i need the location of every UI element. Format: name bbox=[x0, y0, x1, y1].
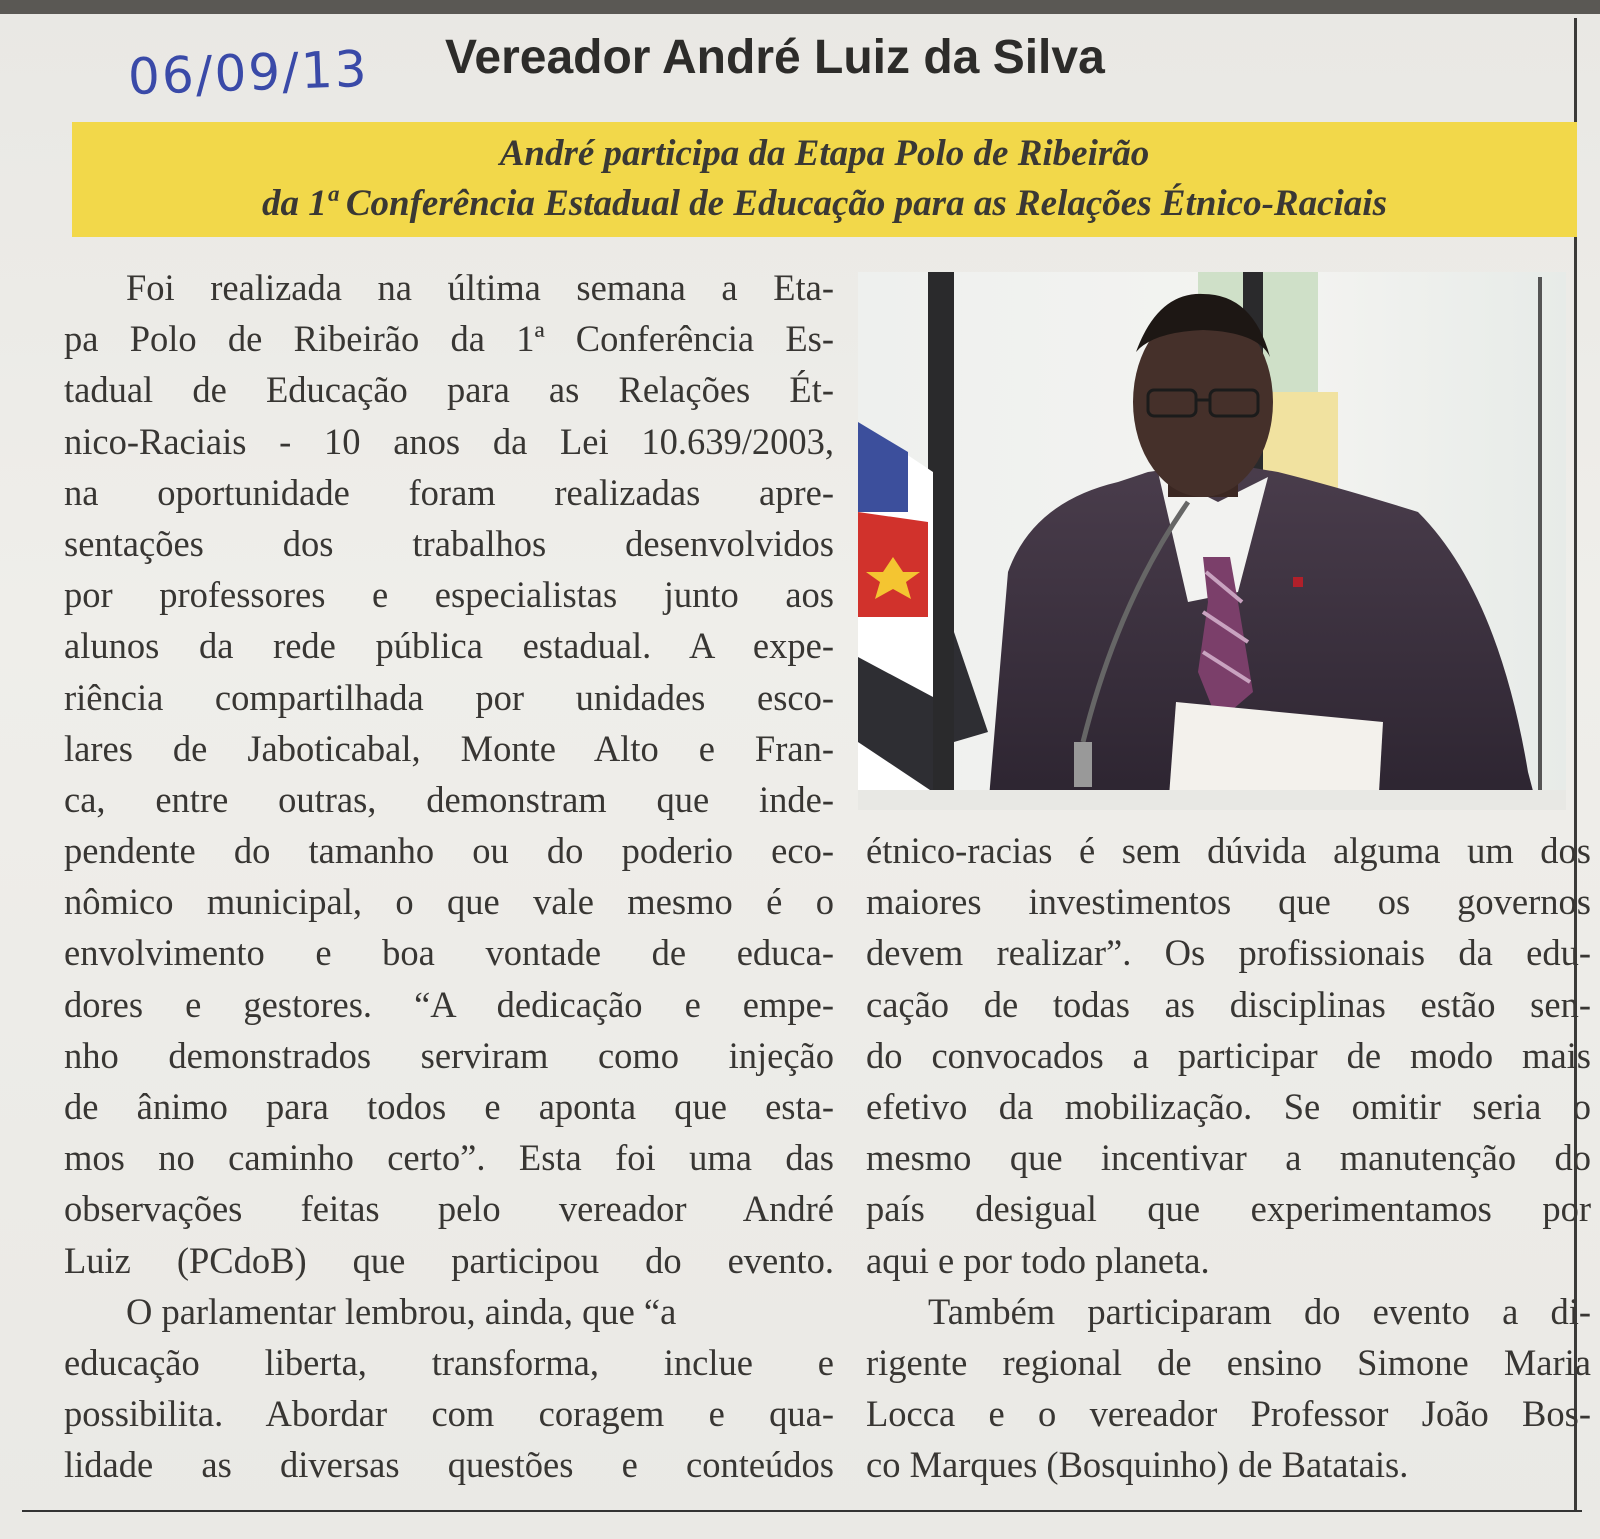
text-line: riência compartilhada por unidades esco- bbox=[64, 676, 834, 718]
text-line: dores e gestores. “A dedicação e empe- bbox=[64, 983, 834, 1025]
text-line: envolvimento e boa vontade de educa- bbox=[64, 932, 834, 974]
text-line: mesmo que incentivar a manutenção do bbox=[866, 1137, 1591, 1179]
text-line: O parlamentar lembrou, ainda, que “a bbox=[126, 1290, 677, 1332]
headline-banner bbox=[72, 122, 1577, 237]
text-line: observações feitas pelo vereador André bbox=[64, 1188, 834, 1230]
column-1-text bbox=[64, 262, 834, 1491]
text-line: nho demonstrados serviram como injeção bbox=[64, 1034, 834, 1076]
text-line: mos no caminho certo”. Esta foi uma das bbox=[64, 1137, 834, 1179]
text-line: Foi realizada na última semana a Eta- bbox=[126, 267, 834, 308]
text-line: nico-Raciais - 10 anos da Lei 10.639/2003, bbox=[64, 420, 834, 462]
text-line: efetivo da mobilização. Se omitir seria o bbox=[866, 1085, 1591, 1127]
text-line: de ânimo para todos e aponta que esta- bbox=[64, 1086, 834, 1127]
article-photo bbox=[858, 272, 1566, 810]
text-line: maiores investimentos que os governos bbox=[866, 881, 1591, 923]
text-line: lares de Jaboticabal, Monte Alto e Fran- bbox=[64, 727, 834, 769]
text-line: aqui e por todo planeta. bbox=[866, 1239, 1210, 1281]
text-line: étnico-racias é sem dúvida alguma um dos bbox=[866, 830, 1591, 871]
text-line: Luiz (PCdoB) que participou do evento. bbox=[64, 1239, 834, 1281]
text-line: país desigual que experimentamos por bbox=[866, 1188, 1591, 1230]
text-line: nômico municipal, o que vale mesmo é o bbox=[64, 881, 834, 923]
text-line: possibilita. Abordar com coragem e qua- bbox=[64, 1393, 834, 1435]
text-line: alunos da rede pública estadual. A expe- bbox=[64, 625, 834, 667]
text-line: ca, entre outras, demonstram que inde- bbox=[64, 778, 834, 820]
photo-man-at-podium-icon bbox=[858, 272, 1566, 810]
text-line: cação de todas as disciplinas estão sen- bbox=[866, 983, 1591, 1025]
headline-line-2: da 1ª Conferência Estadual de Educação para as Relações Étnico-Raciais bbox=[262, 183, 1387, 224]
handwritten-date: 06/09/13 bbox=[127, 39, 370, 107]
text-line: rigente regional de ensino Simone Maria bbox=[866, 1341, 1591, 1383]
text-line: sentações dos trabalhos desenvolvidos bbox=[64, 522, 834, 564]
text-line: tadual de Educação para as Relações Ét- bbox=[64, 369, 834, 411]
text-line: por professores e especialistas junto aos bbox=[64, 574, 834, 616]
text-line: do convocados a participar de modo mais bbox=[866, 1034, 1591, 1076]
text-line: pendente do tamanho ou do poderio eco- bbox=[64, 830, 834, 872]
column-2-text bbox=[866, 825, 1591, 1490]
text-line: educação liberta, transforma, inclue e bbox=[64, 1341, 834, 1383]
text-line: na oportunidade foram realizadas apre- bbox=[64, 471, 834, 513]
bottom-rule bbox=[22, 1510, 1582, 1512]
scan-edge bbox=[0, 0, 1600, 14]
headline-line-1: André participa da Etapa Polo de Ribeirão bbox=[499, 133, 1150, 174]
text-line: Locca e o vereador Professor João Bos- bbox=[866, 1393, 1591, 1435]
article-header: Vereador André Luiz da Silva bbox=[445, 31, 1105, 84]
text-line: pa Polo de Ribeirão da 1ª Conferência Es- bbox=[64, 318, 834, 360]
text-line: co Marques (Bosquinho) de Batatais. bbox=[866, 1444, 1409, 1486]
text-line: devem realizar”. Os profissionais da edu- bbox=[866, 932, 1591, 974]
text-line: Também participaram do evento a di- bbox=[928, 1290, 1591, 1332]
text-line: lidade as diversas questões e conteúdos bbox=[64, 1444, 834, 1486]
